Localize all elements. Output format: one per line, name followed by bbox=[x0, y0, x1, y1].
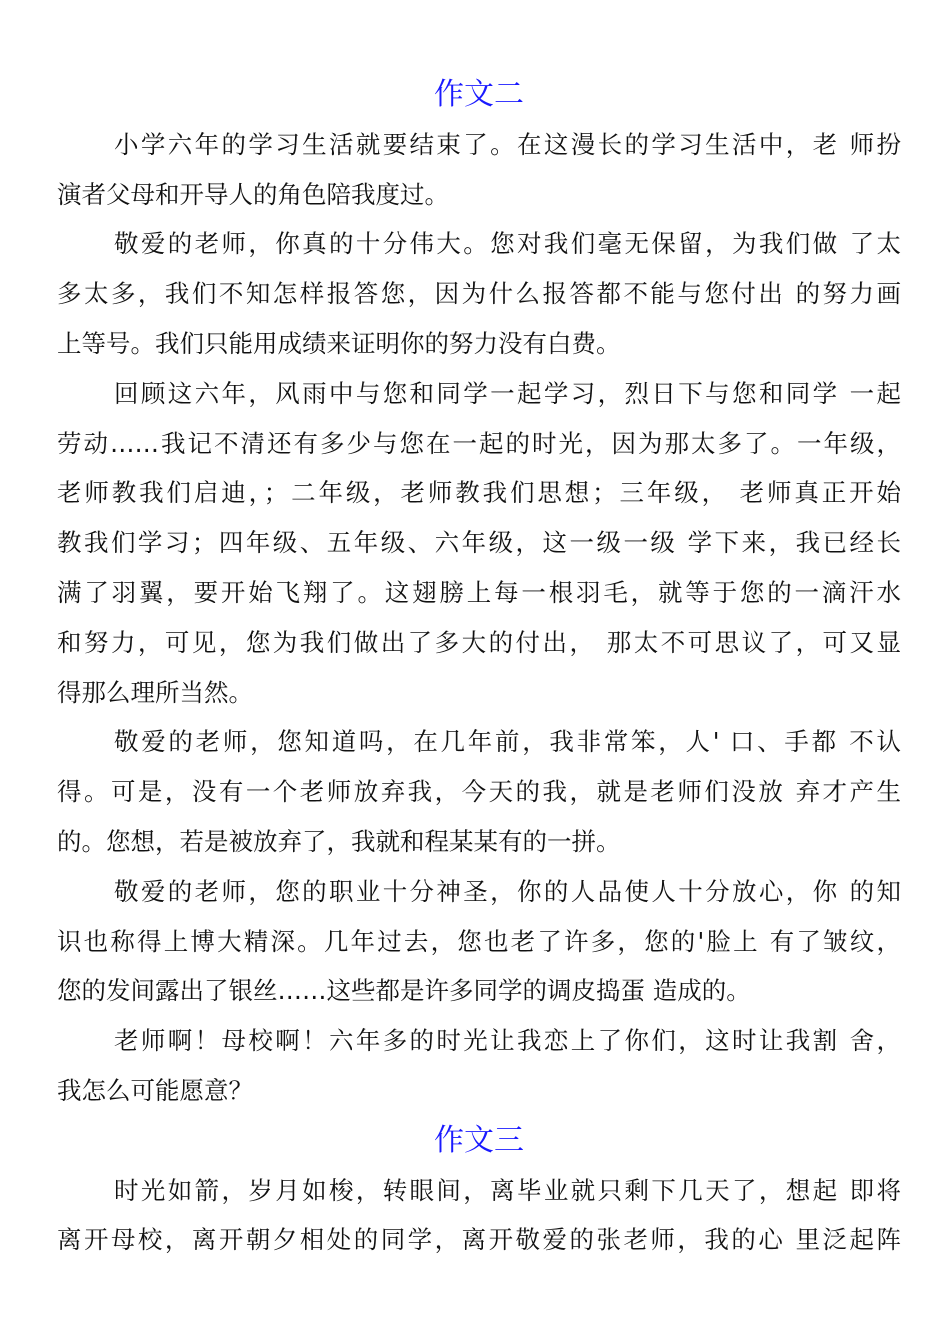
paragraph-line: 时光如箭，岁月如梭，转眼间，离毕业就只剩下几天了，想起 即将 bbox=[114, 1175, 901, 1205]
paragraph-line: 和努力，可见，您为我们做出了多大的付出， 那太不可思议了，可又显 bbox=[57, 627, 901, 657]
paragraph-line: 敬爱的老师，你真的十分伟大。您对我们毫无保留，为我们做 了太 bbox=[114, 229, 901, 259]
paragraph-line: 老师啊！母校啊！六年多的时光让我恋上了你们，这时让我割 舍， bbox=[114, 1026, 901, 1056]
paragraph-line: 离开母校，离开朝夕相处的同学，离开敬爱的张老师，我的心 里泛起阵 bbox=[57, 1225, 901, 1255]
paragraph-line: 回顾这六年，风雨中与您和同学一起学习，烈日下与您和同学 一起 bbox=[114, 378, 901, 408]
section-title: 作文二 bbox=[434, 77, 524, 112]
paragraph-line: 教我们学习；四年级、五年级、六年级，这一级一级 学下来，我已经长 bbox=[57, 528, 901, 558]
paragraph-line: 老师教我们启迪，；二年级，老师教我们思想；三年级， 老师真正开始 bbox=[57, 478, 901, 508]
paragraph-line: 满了羽翼，要开始飞翔了。这翅膀上每一根羽毛，就等于您的一滴汗水 bbox=[57, 577, 901, 607]
section-title: 作文三 bbox=[434, 1122, 524, 1158]
paragraph-line: 敬爱的老师，您知道吗，在几年前，我非常笨，人' 口、手都 不认 bbox=[114, 727, 901, 757]
paragraph-line: 劳动……我记不清还有多少与您在一起的时光，因为那太多了。一年级， bbox=[57, 428, 901, 458]
paragraph-line: 多太多，我们不知怎样报答您，因为什么报答都不能与您付出 的努力画 bbox=[57, 279, 901, 309]
paragraph-line: 您的发间露出了银丝……这些都是许多同学的调皮捣蛋 造成的。 bbox=[57, 976, 751, 1006]
paragraph-line: 小学六年的学习生活就要结束了。在这漫长的学习生活中，老 师扮 bbox=[114, 129, 901, 159]
paragraph-line: 得。可是，没有一个老师放弃我，今天的我，就是老师们没放 弃才产生 bbox=[57, 777, 901, 807]
paragraph-line: 演者父母和开导人的角色陪我度过。 bbox=[57, 179, 449, 209]
paragraph-line: 我怎么可能愿意？ bbox=[57, 1075, 253, 1105]
paragraph-line: 敬爱的老师，您的职业十分神圣，你的人品使人十分放心，你 的知 bbox=[114, 876, 901, 906]
paragraph-line: 得那么理所当然。 bbox=[57, 677, 253, 707]
paragraph-line: 的。您想，若是被放弃了，我就和程某某有的一拼。 bbox=[57, 826, 621, 856]
paragraph-line: 上等号。我们只能用成绩来证明你的努力没有白费。 bbox=[57, 328, 621, 358]
paragraph-line: 识也称得上博大精深。几年过去，您也老了许多，您的'脸上 有了皱纹， bbox=[57, 926, 901, 956]
document-body bbox=[57, 70, 901, 1265]
